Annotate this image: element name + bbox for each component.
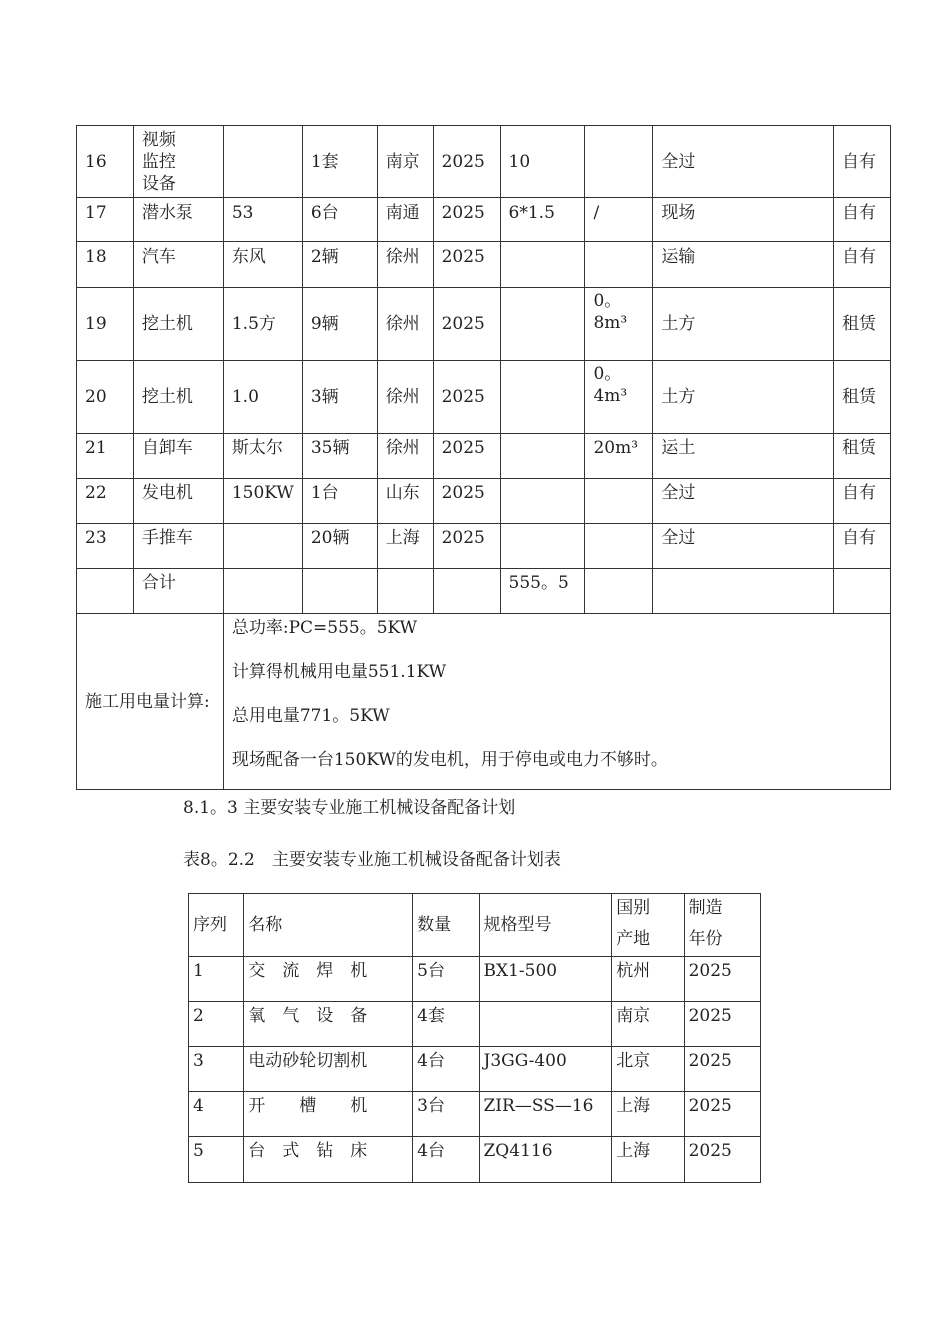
- table-row: [189, 1137, 761, 1183]
- cell-year: 2025: [433, 434, 500, 479]
- cell-no: 2: [189, 1002, 244, 1047]
- cell-power: [500, 434, 585, 479]
- cell-origin: 上海: [377, 524, 433, 569]
- cell-own: [834, 569, 891, 614]
- total-row: [77, 569, 891, 614]
- cell-spec: 1.5方: [223, 288, 302, 361]
- header-cell-year: [684, 894, 760, 957]
- table-row: [77, 361, 891, 434]
- cell-year: 2025: [433, 198, 500, 242]
- cell-use: 全过: [653, 479, 834, 524]
- install-equipment-table: [188, 893, 761, 1183]
- table-row: [189, 957, 761, 1002]
- cell-no: 18: [77, 242, 134, 288]
- cell-cap: [585, 479, 653, 524]
- cell-no: 1: [189, 957, 244, 1002]
- cell-qty: 4台: [413, 1047, 479, 1092]
- cell-spec: 东风: [223, 242, 302, 288]
- cell-model: ZQ4116: [479, 1137, 612, 1183]
- cell-year: 2025: [684, 957, 760, 1002]
- header-cell: 名称: [244, 894, 413, 957]
- table-row: [77, 434, 891, 479]
- cell-no: 3: [189, 1047, 244, 1092]
- table-caption: 表8。2.2 主要安装专业施工机械设备配备计划表: [183, 850, 561, 870]
- cell-origin: 徐州: [377, 434, 433, 479]
- cell-no: 4: [189, 1092, 244, 1137]
- cell-power: [500, 242, 585, 288]
- cell-no: [77, 569, 134, 614]
- cell-model: J3GG-400: [479, 1047, 612, 1092]
- calc-line: 计算得机械用电量551.1KW: [231, 662, 447, 682]
- cell-own: 租赁: [834, 434, 891, 479]
- header-line: 制造: [688, 898, 723, 918]
- calc-line: 总功率:PC=555。5KW: [231, 618, 418, 638]
- cell-power: [500, 524, 585, 569]
- cell-qty: 5台: [413, 957, 479, 1002]
- cell-name: 开 槽 机: [244, 1092, 413, 1137]
- header-cell: 数量: [413, 894, 479, 957]
- cell-year: 2025: [433, 288, 500, 361]
- cell-origin: 上海: [612, 1092, 684, 1137]
- cell-no: 17: [77, 198, 134, 242]
- cell-qty: 2辆: [302, 242, 377, 288]
- cell-qty: [302, 569, 377, 614]
- cell-no: 16: [77, 126, 134, 198]
- calc-line: 现场配备一台150KW的发电机，用于停电或电力不够时。: [231, 750, 668, 770]
- equipment-table: [76, 125, 891, 790]
- table-row: [77, 288, 891, 361]
- cell-year: 2025: [433, 524, 500, 569]
- cell-power: [500, 361, 585, 434]
- section-heading: 8.1。3 主要安装专业施工机械设备配备计划: [183, 798, 516, 818]
- cell-cap: 0。4m³: [585, 361, 653, 434]
- cell-spec: 150KW: [223, 479, 302, 524]
- cell-name: 自卸车: [133, 434, 223, 479]
- cell-name: 挖土机: [133, 288, 223, 361]
- cell-model: [479, 1002, 612, 1047]
- cell-own: 租赁: [834, 361, 891, 434]
- cell-origin: 南京: [377, 126, 433, 198]
- header-cell: 规格型号: [479, 894, 612, 957]
- cell-year: [433, 569, 500, 614]
- cell-use: 运土: [653, 434, 834, 479]
- cell-year: 2025: [684, 1002, 760, 1047]
- table-header-row: [189, 894, 761, 957]
- cell-spec: 1.0: [223, 361, 302, 434]
- table-row: [189, 1047, 761, 1092]
- cell-qty: 4套: [413, 1002, 479, 1047]
- header-cell-origin: [612, 894, 684, 957]
- cell-power: 6*1.5: [500, 198, 585, 242]
- cell-name: 潜水泵: [133, 198, 223, 242]
- cell-use: 土方: [653, 288, 834, 361]
- calc-line: 总用电量771。5KW: [231, 706, 390, 726]
- cell-qty: 20辆: [302, 524, 377, 569]
- cell-cap: 0。8m³: [585, 288, 653, 361]
- cell-origin: 徐州: [377, 361, 433, 434]
- cell-spec: 斯太尔: [223, 434, 302, 479]
- table-row: [77, 198, 891, 242]
- cell-use: 运输: [653, 242, 834, 288]
- cell-cap: 20m³: [585, 434, 653, 479]
- cell-qty: 1套: [302, 126, 377, 198]
- cell-name: 氧 气 设 备: [244, 1002, 413, 1047]
- cell-own: 自有: [834, 479, 891, 524]
- cell-use: 现场: [653, 198, 834, 242]
- cell-no: 5: [189, 1137, 244, 1183]
- cell-own: 自有: [834, 126, 891, 198]
- cell-qty: 3辆: [302, 361, 377, 434]
- header-line: 年份: [688, 929, 723, 949]
- cell-qty: 6台: [302, 198, 377, 242]
- cell-spec: 53: [223, 198, 302, 242]
- cell-cap: [585, 242, 653, 288]
- cell-use: 全过: [653, 126, 834, 198]
- cell-qty: 4台: [413, 1137, 479, 1183]
- cell-use: [653, 569, 834, 614]
- cell-cap: [585, 569, 653, 614]
- cell-use: 全过: [653, 524, 834, 569]
- table-row: [77, 524, 891, 569]
- total-label: 合计: [133, 569, 223, 614]
- cell-name: 汽车: [133, 242, 223, 288]
- cell-year: 2025: [433, 361, 500, 434]
- cell-no: 22: [77, 479, 134, 524]
- cell-name: 视频监控设备: [133, 126, 223, 198]
- cell-cap: [585, 524, 653, 569]
- calc-label: 施工用电量计算:: [77, 614, 224, 790]
- cell-name: 挖土机: [133, 361, 223, 434]
- cell-spec: [223, 126, 302, 198]
- cell-name: 台 式 钻 床: [244, 1137, 413, 1183]
- table-row: [77, 479, 891, 524]
- header-line: 产地: [616, 929, 651, 949]
- cell-origin: 南通: [377, 198, 433, 242]
- table-row: [77, 126, 891, 198]
- cell-power: [500, 288, 585, 361]
- cell-power: 10: [500, 126, 585, 198]
- table-row: [77, 242, 891, 288]
- cell-origin: 南京: [612, 1002, 684, 1047]
- cell-cap: [585, 126, 653, 198]
- cell-year: 2025: [433, 479, 500, 524]
- cell-origin: 北京: [612, 1047, 684, 1092]
- cell-no: 23: [77, 524, 134, 569]
- cell-origin: 徐州: [377, 242, 433, 288]
- cell-no: 20: [77, 361, 134, 434]
- cell-name: 手推车: [133, 524, 223, 569]
- cell-origin: 杭州: [612, 957, 684, 1002]
- cell-model: BX1-500: [479, 957, 612, 1002]
- cell-model: ZIR—SS—16: [479, 1092, 612, 1137]
- calc-row: [77, 614, 891, 790]
- cell-origin: 上海: [612, 1137, 684, 1183]
- cell-origin: [377, 569, 433, 614]
- cell-year: 2025: [684, 1137, 760, 1183]
- cell-spec: [223, 524, 302, 569]
- cell-spec: [223, 569, 302, 614]
- cell-year: 2025: [433, 126, 500, 198]
- cell-use: 土方: [653, 361, 834, 434]
- cell-origin: 山东: [377, 479, 433, 524]
- cell-no: 19: [77, 288, 134, 361]
- calc-content: [223, 614, 890, 790]
- cell-origin: 徐州: [377, 288, 433, 361]
- cell-no: 21: [77, 434, 134, 479]
- cell-name: 交 流 焊 机: [244, 957, 413, 1002]
- cell-own: 自有: [834, 524, 891, 569]
- cell-power: [500, 479, 585, 524]
- cell-cap: /: [585, 198, 653, 242]
- table-row: [189, 1002, 761, 1047]
- cell-name: 电动砂轮切割机: [244, 1047, 413, 1092]
- cell-year: 2025: [433, 242, 500, 288]
- header-line: 国别: [616, 898, 651, 918]
- cell-own: 租赁: [834, 288, 891, 361]
- header-cell: 序列: [189, 894, 244, 957]
- cell-qty: 9辆: [302, 288, 377, 361]
- table-row: [189, 1092, 761, 1137]
- cell-qty: 3台: [413, 1092, 479, 1137]
- cell-qty: 35辆: [302, 434, 377, 479]
- total-value: 555。5: [500, 569, 585, 614]
- cell-year: 2025: [684, 1047, 760, 1092]
- cell-year: 2025: [684, 1092, 760, 1137]
- cell-own: 自有: [834, 242, 891, 288]
- cell-name: 发电机: [133, 479, 223, 524]
- cell-qty: 1台: [302, 479, 377, 524]
- cell-own: 自有: [834, 198, 891, 242]
